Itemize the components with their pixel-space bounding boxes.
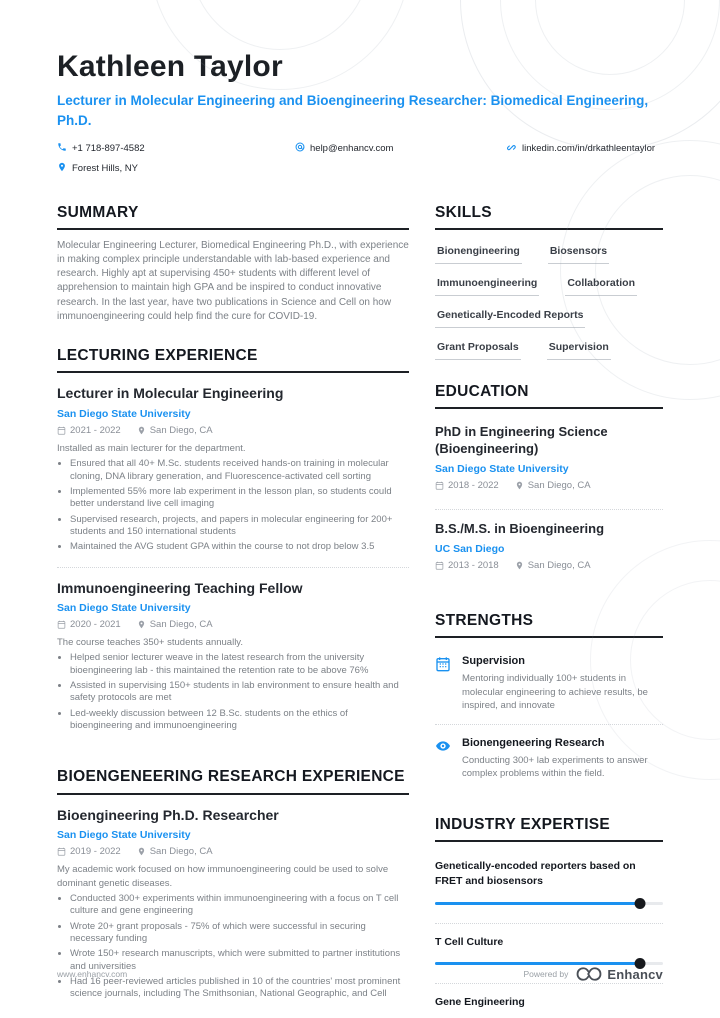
slider-knob (635, 898, 646, 909)
pin-icon (515, 481, 524, 490)
skill-tag: Supervision (547, 341, 611, 360)
calendar-icon (57, 620, 66, 629)
experience-entry (57, 382, 409, 566)
linkedin-link[interactable] (507, 142, 663, 155)
calendar-icon (57, 847, 66, 856)
bullet-item: • Implemented 55% more lab experiment in the lesson plan, so students could better understand live cell imaging (70, 486, 409, 511)
calendar-icon (435, 561, 444, 570)
organization: San Diego State University (57, 602, 191, 615)
calendar-icon (435, 655, 452, 712)
bullet-item: • Supervised research, projects, and papers in molecular engineering for 200+ students and 150 international students (70, 514, 409, 539)
job-title: Bioengineering Ph.D. Researcher (57, 806, 279, 823)
location-text: Forest Hills, NY (72, 162, 138, 174)
slider-fill (435, 902, 640, 905)
pin-icon (137, 426, 146, 435)
section-heading: INDUSTRY EXPERTISE (435, 815, 663, 842)
linkedin-handle: linkedin.com/in/drkathleentaylor (522, 142, 656, 154)
experience-entry (57, 804, 409, 1014)
email-address: help@enhancv.com (310, 142, 394, 154)
bullet-item: • Wrote 20+ grant proposals - 75% of which were successful in securing necessary funding (70, 921, 409, 946)
entry-description: My academic work focused on how immunoengineering could be used to solve dominant genetic diseases. (57, 864, 389, 889)
expertise-label: Genetically-encoded reporters based on FRET and biosensors (435, 860, 636, 887)
entry-meta (57, 619, 409, 630)
section-heading: SKILLS (435, 203, 663, 230)
skill-tag: Genetically-Encoded Reports (435, 309, 585, 328)
strength-title: Bionengeneering Research (462, 737, 605, 750)
entry-location: San Diego, CA (515, 560, 591, 571)
section-heading: SUMMARY (57, 203, 409, 230)
job-title: Immunoengineering Teaching Fellow (57, 579, 303, 596)
date-range: 2019 - 2022 (57, 846, 121, 857)
header (57, 50, 663, 175)
decorative-arc (190, 0, 370, 50)
location-contact (57, 162, 295, 175)
entry-location: San Diego, CA (137, 425, 213, 436)
calendar-icon (435, 481, 444, 490)
email-link[interactable] (295, 142, 507, 155)
skill-tag: Immunoengineering (435, 277, 539, 296)
pin-icon (515, 561, 524, 570)
content-columns (57, 203, 663, 1018)
footer (57, 966, 663, 982)
summary-section (57, 203, 409, 325)
powered-by (524, 966, 663, 982)
eye-icon (435, 737, 452, 781)
date-range: 2013 - 2018 (435, 560, 499, 571)
bullet-list (70, 652, 409, 732)
skill-tag: Collaboration (565, 277, 637, 296)
strengths-section (435, 611, 663, 793)
organization: San Diego State University (57, 407, 191, 420)
lecturing-experience-section (57, 346, 409, 745)
expertise-slider (435, 898, 663, 909)
entry-meta (57, 846, 409, 857)
school-name: UC San Diego (435, 542, 505, 555)
skill-tag: Grant Proposals (435, 341, 521, 360)
strength-item (435, 647, 663, 724)
link-icon (507, 142, 517, 155)
expertise-label: T Cell Culture (435, 935, 504, 948)
bullet-item: • Helped senior lecturer weave in the latest research from the university bioengineering lab - this maintained the retention rate to be above 76% (70, 652, 409, 677)
organization: San Diego State University (57, 829, 191, 842)
bullet-list (70, 893, 409, 1001)
location-pin-icon (57, 162, 67, 175)
powered-by-label: Powered by (523, 969, 569, 979)
school-name: San Diego State University (435, 463, 569, 476)
date-range: 2020 - 2021 (57, 619, 121, 630)
bullet-item: • Conducted 300+ experiments within immunoengineering with a focus on T cell culture and gene engineering (70, 893, 409, 918)
entry-location: San Diego, CA (137, 619, 213, 630)
website-link[interactable]: www.enhancv.com (57, 969, 128, 979)
calendar-icon (57, 426, 66, 435)
strength-text: Conducting 300+ lab experiments to answer complex problems within the field. (462, 755, 648, 780)
entry-meta (435, 560, 663, 571)
bullet-item: • Led-weekly discussion between 12 B.Sc. students on the ethics of bioengineering and immunoengineering (70, 708, 409, 733)
education-section (435, 382, 663, 589)
bullet-item: • Wrote 150+ research manuscripts, which were submitted to partner institutions and universities (70, 948, 409, 973)
expertise-item (435, 983, 663, 1018)
pin-icon (137, 620, 146, 629)
bullet-item: • Ensured that all 40+ M.Sc. students received hands-on training in molecular cloning, DNA library generation, and Fluorescence-activated cell sorting (70, 458, 409, 483)
entry-description: Installed as main lecturer for the department. (57, 442, 246, 454)
right-column (435, 203, 663, 1018)
industry-expertise-section (435, 815, 663, 1018)
entry-meta (435, 480, 663, 491)
headline: Lecturer in Molecular Engineering and Bioengineering Researcher: Biomedical Engineering, Ph.D. (57, 93, 649, 129)
entry-meta (57, 425, 409, 436)
strength-content (462, 737, 663, 781)
bullet-item: • Had 16 peer-reviewed articles published in 10 of the countries' most prominent science journals, including The Smithsonian, National Geographic, and Cell (70, 976, 409, 1001)
strength-text: Mentoring individually 100+ students in molecular engineering to achieve results, be inspired, and innovate (462, 673, 648, 711)
bullet-item: • Assisted in supervising 150+ students in lab environment to ensure health and safety protocols are met (70, 680, 409, 705)
skills-list (435, 239, 663, 360)
section-heading: STRENGTHS (435, 611, 663, 638)
pin-icon (137, 847, 146, 856)
strength-title: Supervision (462, 655, 525, 668)
enhancv-logo-icon (576, 966, 602, 982)
email-icon (295, 142, 305, 155)
bullet-list (70, 458, 409, 553)
candidate-name: Kathleen Taylor (57, 50, 283, 83)
section-heading: BIOENGENEERING RESEARCH EXPERIENCE (57, 767, 409, 794)
expertise-label: Gene Engineering (435, 996, 525, 1009)
phone-contact (57, 142, 295, 155)
expertise-item (435, 851, 663, 922)
enhancv-brand-link[interactable] (576, 966, 663, 982)
slider-fill (435, 962, 640, 965)
date-range: 2018 - 2022 (435, 480, 499, 491)
skill-tag: Biosensors (548, 245, 609, 264)
phone-number: +1 718-897-4582 (72, 142, 145, 154)
degree-title: PhD in Engineering Science (Bioengineering) (435, 424, 608, 457)
education-entry (435, 509, 663, 589)
section-heading: EDUCATION (435, 382, 663, 409)
entry-location: San Diego, CA (137, 846, 213, 857)
date-range: 2021 - 2022 (57, 425, 121, 436)
education-entry (435, 418, 663, 509)
entry-location: San Diego, CA (515, 480, 591, 491)
job-title: Lecturer in Molecular Engineering (57, 385, 284, 402)
brand-name: Enhancv (607, 966, 663, 982)
strength-item (435, 724, 663, 793)
entry-description: The course teaches 350+ students annually. (57, 637, 243, 649)
strength-content (462, 655, 663, 712)
skills-section (435, 203, 663, 360)
degree-title: B.S./M.S. in Bioengineering (435, 521, 605, 537)
bullet-item: • Maintained the AVG student GPA within the course to not drop below 3.5 (70, 541, 409, 553)
left-column (57, 203, 409, 1018)
section-heading: LECTURING EXPERIENCE (57, 346, 409, 373)
skill-tag: Bionengineering (435, 245, 522, 264)
contact-row (57, 142, 663, 175)
experience-entry (57, 567, 409, 746)
summary-text: Molecular Engineering Lecturer, Biomedical Engineering Ph.D., with experience in making complex principle understandable with lab-based experience and research. Highly apt at supervising 450+ students with different level of apprehension to maintain high GPA and be inspired to conduct innovative research. In the last year, have two publications in Science and Cell on how immunoengineering could help find the cure for COVID-19. (57, 239, 409, 322)
phone-icon (57, 142, 67, 155)
